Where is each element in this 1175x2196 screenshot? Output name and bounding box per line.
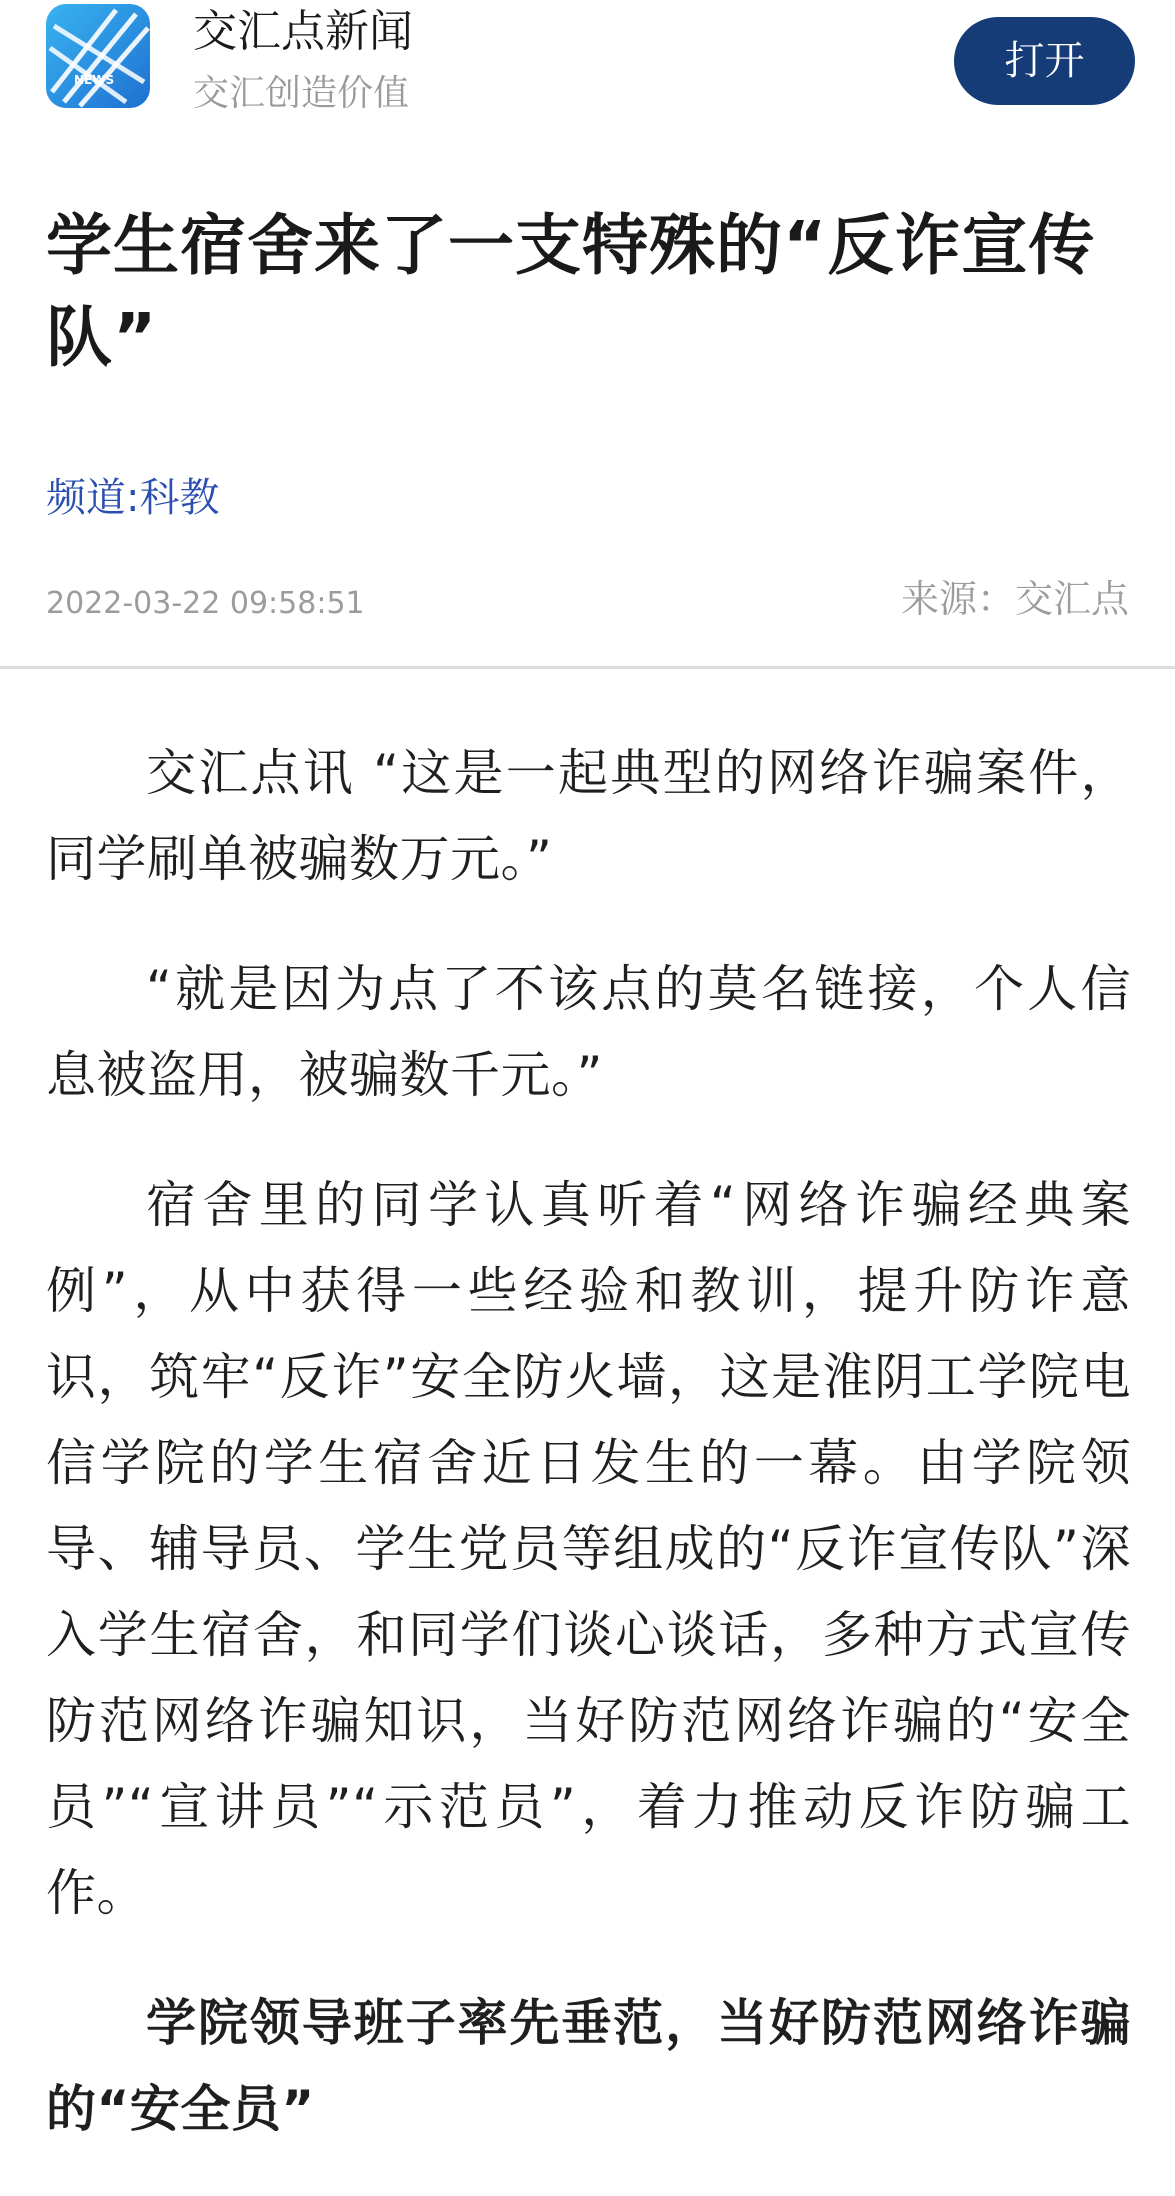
article-paragraph: “就是因为点了不该点的莫名链接，个人信息被盗用，被骗数千元。” — [46, 960, 1131, 1104]
publish-time: 2022-03-22 09:58:51 — [46, 586, 365, 621]
article-body — [46, 730, 1131, 2196]
article-paragraph: 宿舍里的同学认真听着“网络诈骗经典案例”，从中获得一些经验和教训，提升防诈意识，筑牢“反诈”安全防火墙，这是淮阴工学院电信学院的学生宿舍近日发生的一幕。由学院领导、辅导员、学生党员等组成的“反诈宣传队”深入学生宿舍，和同学们谈心谈话，多种方式宣传防范网络诈骗知识，当好防范网络诈骗的“安全员”“宣讲员”“示范员”，着力推动反诈防骗工作。 — [46, 1176, 1131, 1922]
article-paragraph: 交汇点讯 “这是一起典型的网络诈骗案件，同学刷单被骗数万元。” — [46, 744, 1131, 888]
channel-link[interactable]: 频道:科教 — [46, 475, 220, 521]
header-divider — [0, 666, 1175, 669]
news-logo-icon[interactable] — [46, 4, 150, 108]
app-slogan: 交汇创造价值 — [193, 73, 410, 114]
article-subheading: 学院领导班子率先垂范，当好防范网络诈骗的“安全员” — [46, 1994, 1131, 2138]
source-label: 来源：交汇点 — [900, 577, 1129, 621]
article-title: 学生宿舍来了一支特殊的“反诈宣传队” — [46, 207, 1096, 376]
app-download-banner — [0, 0, 1175, 140]
app-name: 交汇点新闻 — [193, 6, 413, 57]
logo-text: NEWS — [74, 73, 115, 87]
open-app-button[interactable]: 打开 — [954, 17, 1135, 105]
